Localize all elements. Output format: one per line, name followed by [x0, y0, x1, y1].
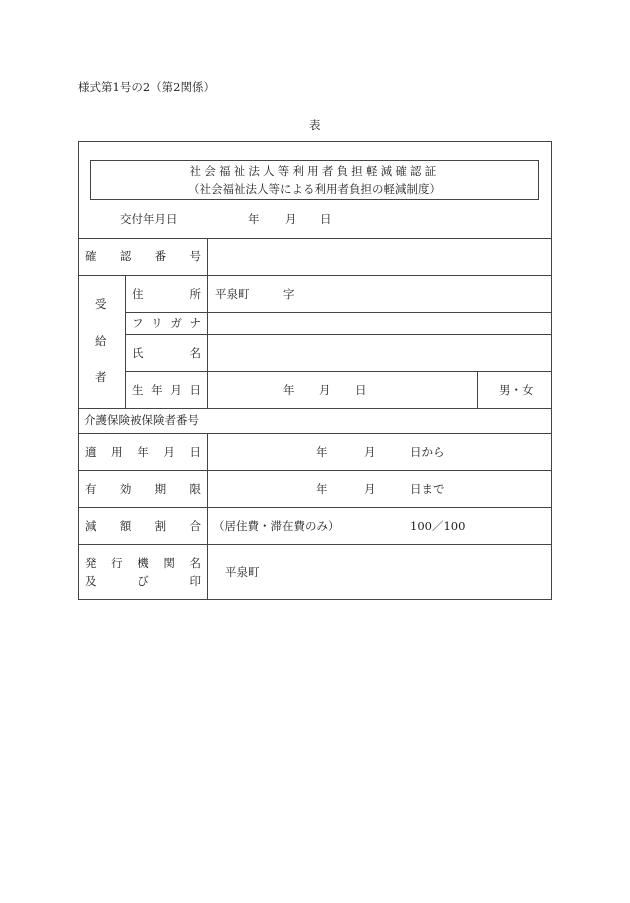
issue-date-label: 交付年月日 — [120, 212, 178, 226]
confirm-number-label: 確 認 番 号 — [85, 249, 201, 263]
row-divider — [125, 371, 552, 372]
valid-date-label: 有 効 期 限 — [85, 482, 201, 496]
apply-day: 日から — [410, 445, 445, 459]
form-number-label: 様式第1号の2（第2関係） — [78, 80, 215, 94]
row-divider — [78, 470, 552, 471]
birthdate-label: 生 年 月 日 — [132, 383, 201, 397]
name-label: 氏 名 — [132, 346, 201, 360]
valid-year: 年 — [316, 482, 328, 496]
apply-date-label: 適 用 年 月 日 — [85, 445, 201, 459]
birth-day: 日 — [355, 383, 367, 397]
certificate-subtitle: （社会福祉法人等による利用者負担の軽減制度） — [188, 182, 441, 196]
insured-number-label: 介護保険被保険者番号 — [84, 413, 199, 427]
row-divider — [78, 433, 552, 434]
issuer-value: 平泉町 — [225, 565, 260, 579]
column-divider — [207, 238, 208, 408]
address-town: 平泉町 — [215, 287, 250, 301]
issue-date-year: 年 — [248, 212, 260, 226]
birth-month: 月 — [319, 383, 331, 397]
address-aza: 字 — [283, 287, 295, 301]
furigana-label: フ リ ガ ナ — [132, 316, 201, 330]
issuer-label-line1: 発 行 機 関 名 — [85, 556, 201, 570]
row-divider — [78, 544, 552, 545]
reduction-value: 100／100 — [410, 519, 466, 533]
row-divider — [78, 238, 552, 239]
address-label: 住 所 — [132, 287, 201, 301]
recipient-char-3: 者 — [95, 370, 107, 384]
row-divider — [78, 275, 552, 276]
row-divider — [78, 507, 552, 508]
reduction-label: 減 額 割 合 — [85, 519, 201, 533]
issue-date-month: 月 — [285, 212, 297, 226]
valid-day: 日まで — [410, 482, 445, 496]
apply-month: 月 — [364, 445, 376, 459]
row-divider — [78, 408, 552, 409]
column-divider — [207, 433, 208, 600]
recipient-char-2: 給 — [95, 334, 107, 348]
apply-year: 年 — [316, 445, 328, 459]
issuer-label-line2: 及 び 印 — [85, 574, 201, 588]
valid-month: 月 — [364, 482, 376, 496]
issue-date-day: 日 — [320, 212, 332, 226]
column-divider — [125, 275, 126, 408]
birth-year: 年 — [283, 383, 295, 397]
column-divider — [477, 371, 478, 408]
sex-field: 男・女 — [499, 383, 534, 397]
side-label: 表 — [309, 118, 321, 132]
row-divider — [125, 334, 552, 335]
recipient-char-1: 受 — [95, 297, 107, 311]
row-divider — [125, 312, 552, 313]
certificate-title: 社会福祉法人等利用者負担軽減確認証 — [189, 164, 440, 178]
reduction-note: （居住費・滞在費のみ） — [213, 519, 340, 533]
